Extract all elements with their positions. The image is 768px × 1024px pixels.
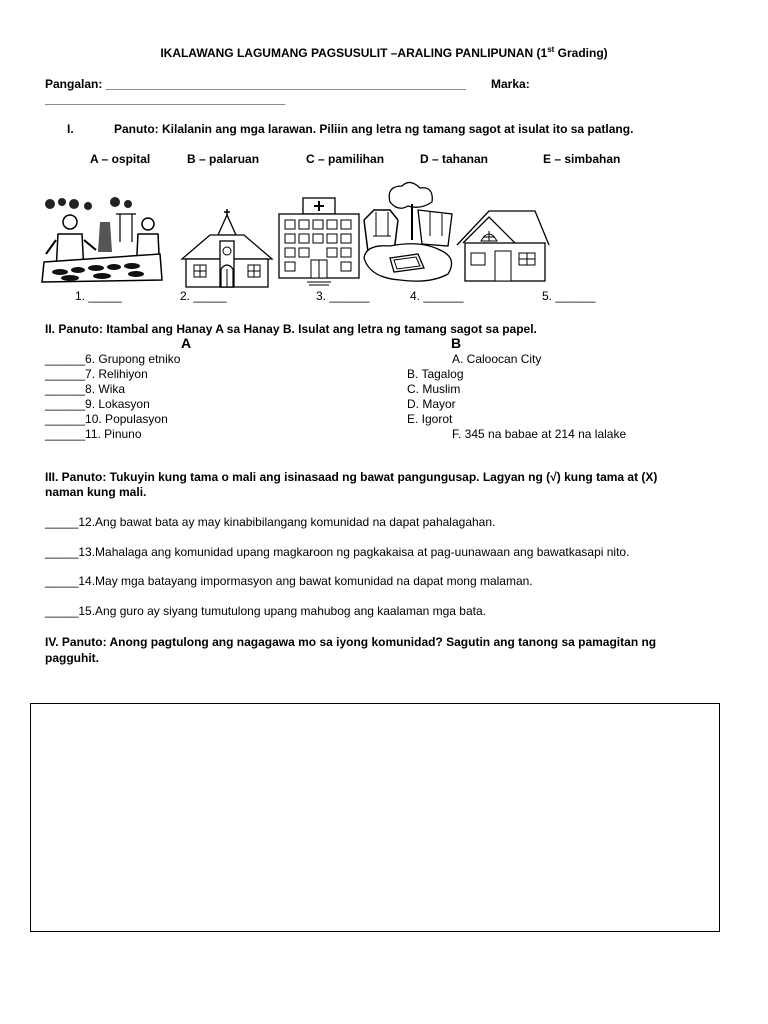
col-b-item-e: E. Igorot	[407, 412, 453, 426]
house-picture	[455, 205, 551, 283]
part3-instruction-line2: naman kung mali.	[45, 485, 147, 499]
church-picture	[180, 207, 275, 289]
column-b-heading: B	[451, 335, 462, 351]
col-b-item-a: A. Caloocan City	[452, 352, 542, 366]
choice-b: B – palaruan	[187, 152, 260, 166]
choice-a: A – ospital	[90, 152, 151, 166]
col-a-item-10[interactable]: ______10. Populasyon	[45, 412, 168, 426]
playground-picture	[360, 180, 458, 288]
blank-3[interactable]: 3. ______	[316, 289, 370, 303]
blank-2[interactable]: 2. _____	[180, 289, 227, 303]
blank-5[interactable]: 5. ______	[542, 289, 596, 303]
market-picture	[40, 192, 165, 287]
choice-c: C – pamilihan	[306, 152, 385, 166]
choice-d: D – tahanan	[420, 152, 489, 166]
col-b-item-b: B. Tagalog	[407, 367, 464, 381]
part1-number: I.	[67, 122, 74, 136]
name-field[interactable]: Pangalan: ______________________________________________________	[45, 77, 467, 91]
col-a-item-7[interactable]: ______7. Relihiyon	[45, 367, 148, 381]
score-label: Marka:	[491, 77, 530, 91]
column-a-heading: A	[181, 335, 192, 351]
part4-instruction-line1: IV. Panuto: Anong pagtulong ang nagagawa mo sa iyong komunidad? Sagutin ang tanong sa pamagitan ng	[45, 635, 657, 649]
exam-title	[0, 45, 768, 60]
col-b-item-d: D. Mayor	[407, 397, 456, 411]
exam-title-text: IKALAWANG LAGUMANG PAGSUSULIT –ARALING PANLIPUNAN (1	[160, 46, 548, 60]
col-a-item-8[interactable]: ______8. Wika	[45, 382, 126, 396]
choice-e: E – simbahan	[543, 152, 621, 166]
hospital-picture	[275, 196, 363, 290]
blank-1[interactable]: 1. _____	[75, 289, 122, 303]
drawing-box[interactable]	[30, 703, 720, 932]
statement-13[interactable]: _____13.Mahalaga ang komunidad upang magkaroon ng pagkakaisa at pag-uunawaan ang bawatkasapi nito.	[45, 545, 630, 559]
statement-15[interactable]: _____15.Ang guro ay siyang tumutulong upang mahubog ang kaalaman mga bata.	[45, 604, 486, 618]
exam-title-end: Grading)	[554, 46, 608, 60]
part1-instruction: Panuto: Kilalanin ang mga larawan. Piliin ang letra ng tamang sagot at isulat ito sa patlang.	[114, 122, 634, 136]
col-b-item-f: F. 345 na babae at 214 na lalake	[452, 427, 627, 441]
col-a-item-6[interactable]: ______6. Grupong etniko	[45, 352, 181, 366]
blank-4[interactable]: 4. ______	[410, 289, 464, 303]
statement-12[interactable]: _____12.Ang bawat bata ay may kinabibilangang komunidad na dapat pahalagahan.	[45, 515, 496, 529]
col-a-item-11[interactable]: ______11. Pinuno	[45, 427, 142, 441]
col-b-item-c: C. Muslim	[407, 382, 461, 396]
part2-instruction: II. Panuto: Itambal ang Hanay A sa Hanay B. Isulat ang letra ng tamang sagot sa papel.	[45, 322, 537, 336]
score-field[interactable]: ____________________________________	[45, 92, 286, 106]
part4-instruction-line2: pagguhit.	[45, 651, 99, 665]
col-a-item-9[interactable]: ______9. Lokasyon	[45, 397, 150, 411]
statement-14[interactable]: _____14.May mga batayang impormasyon ang bawat komunidad na dapat mong malaman.	[45, 574, 533, 588]
exam-title-sup: st	[547, 45, 555, 54]
part3-instruction-line1: III. Panuto: Tukuyin kung tama o mali ang isinasaad ng bawat pangungusap. Lagyan ng (√) kung tama at (X)	[45, 470, 658, 484]
